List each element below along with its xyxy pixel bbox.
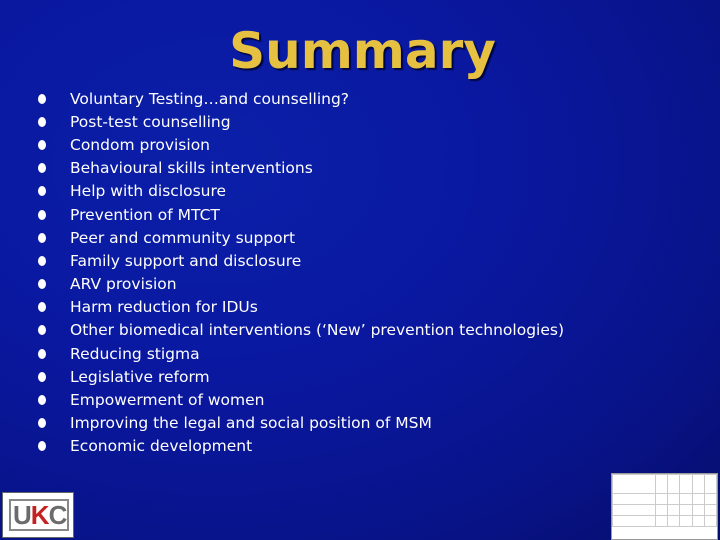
list-item-text: Harm reduction for IDUs [70,298,258,317]
list-item-text: Empowerment of women [70,391,265,410]
list-item [38,203,564,226]
bullet-icon [38,186,46,196]
table-thumbnail [611,473,718,540]
logo-frame [9,499,69,531]
logo-text [13,500,66,531]
list-item-text: Family support and disclosure [70,251,302,270]
list-item-text: Legislative reform [70,367,210,386]
list-item [38,157,564,180]
logo-letter-k: K [30,499,49,530]
summary-list [38,87,564,458]
bullet-icon [38,395,46,405]
list-item [38,388,564,411]
list-item [38,319,564,342]
bullet-icon [38,94,46,104]
list-item [38,249,564,272]
list-item-text: Post-test counselling [70,112,231,131]
list-item-text: Other biomedical interventions (‘New’ prevention technologies) [70,321,564,340]
list-item [38,296,564,319]
bullet-icon [38,210,46,220]
slide-title: Summary [229,22,496,80]
list-item [38,226,564,249]
bullet-icon [38,418,46,428]
list-item [38,273,564,296]
ukc-logo [2,492,74,538]
list-item [38,133,564,156]
list-item [38,180,564,203]
list-item-text: Voluntary Testing…and counselling? [70,89,350,108]
list-item-text: ARV provision [70,275,177,294]
list-item [38,342,564,365]
list-item [38,365,564,388]
logo-letter-u: U [13,499,31,530]
list-item-text: Improving the legal and social position of MSM [70,414,432,433]
list-item-text: Peer and community support [70,228,296,247]
bullet-icon [38,140,46,150]
bullet-icon [38,117,46,127]
bullet-icon [38,372,46,382]
bullet-icon [38,163,46,173]
bullet-icon [38,256,46,266]
list-item-text: Prevention of MTCT [70,205,220,224]
list-item [38,110,564,133]
list-item [38,87,564,110]
bullet-icon [38,441,46,451]
bullet-icon [38,279,46,289]
logo-letter-c: C [48,499,67,530]
list-item [38,412,564,435]
list-item [38,435,564,458]
thumbnail-table [612,474,717,527]
bullet-icon [38,325,46,335]
list-item-text: Help with disclosure [70,182,227,201]
bullet-icon [38,349,46,359]
list-item-text: Economic development [70,437,253,456]
list-item-text: Behavioural skills interventions [70,159,313,178]
list-item-text: Condom provision [70,135,210,154]
bullet-icon [38,233,46,243]
list-item-text: Reducing stigma [70,344,200,363]
bullet-icon [38,302,46,312]
